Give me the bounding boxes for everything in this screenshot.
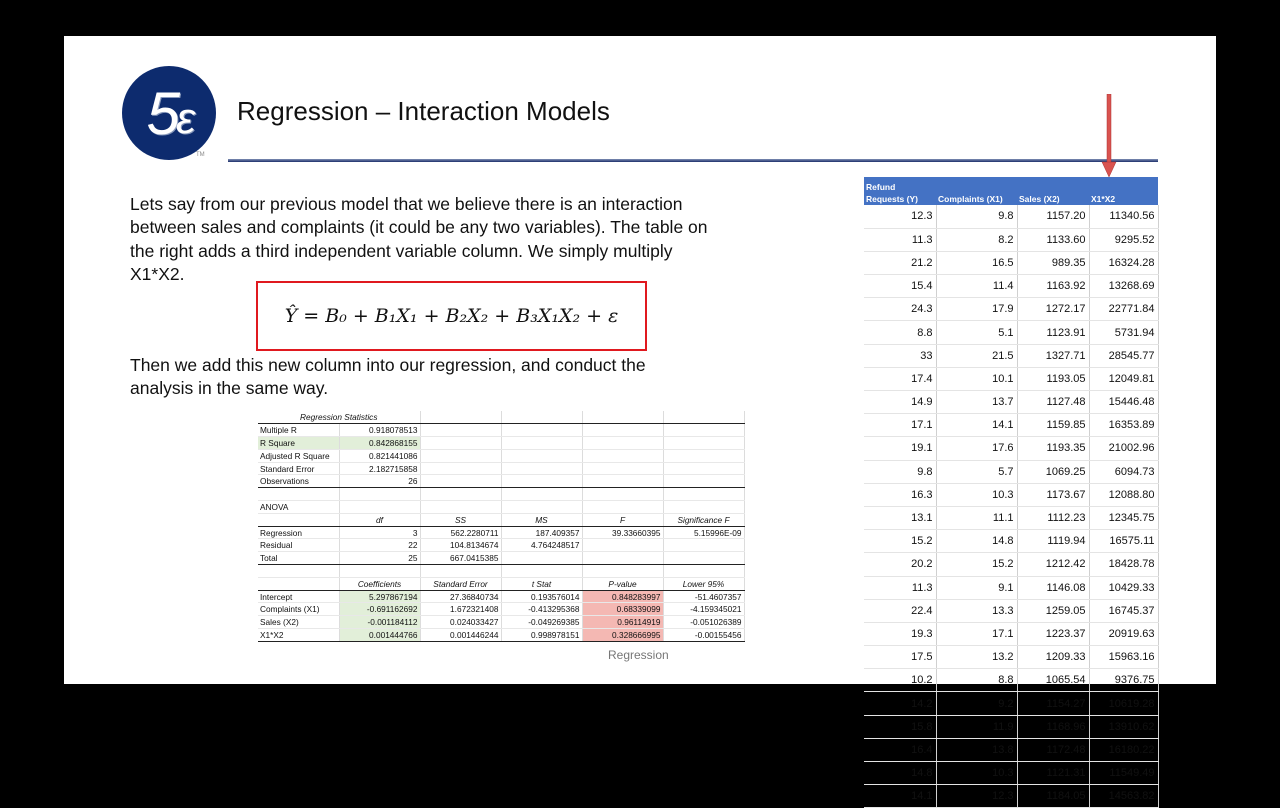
table-cell: 1163.92 [1017, 275, 1089, 298]
table-cell: 22771.84 [1089, 298, 1158, 321]
regression-cell: 1.672321408 [420, 603, 501, 616]
regression-cell: 667.0415385 [420, 552, 501, 565]
table-cell: 14563.82 [1089, 785, 1158, 808]
table-cell: 11.3 [864, 576, 936, 599]
table-row [864, 414, 1158, 437]
table-cell: 1069.25 [1017, 460, 1089, 483]
table-cell: 11.1 [936, 506, 1017, 529]
regression-cell [501, 552, 582, 565]
regression-cell: 25 [339, 552, 420, 565]
table-cell: 17.4 [864, 367, 936, 390]
regression-row [258, 552, 744, 565]
regression-cell: R Square [258, 437, 339, 450]
table-row [864, 576, 1158, 599]
regression-cell [420, 501, 501, 514]
table-cell: 1259.05 [1017, 599, 1089, 622]
regression-cell [420, 449, 501, 462]
table-cell: 28545.77 [1089, 344, 1158, 367]
regression-cell: -51.4607357 [663, 590, 744, 603]
regression-cell: 5.15996E-09 [663, 526, 744, 539]
table-row [864, 275, 1158, 298]
regression-row [258, 462, 744, 475]
regression-cell: 0.328666995 [582, 629, 663, 642]
regression-cell [420, 475, 501, 488]
regression-row [258, 449, 744, 462]
regression-cell: SS [420, 513, 501, 526]
table-cell: 13.7 [936, 391, 1017, 414]
table-cell: 6094.73 [1089, 460, 1158, 483]
regression-cell [420, 488, 501, 501]
table-cell: 10.1 [936, 367, 1017, 390]
regression-cell [258, 577, 339, 590]
data-table [864, 177, 1159, 808]
table-row [864, 460, 1158, 483]
table-cell: 12049.81 [1089, 367, 1158, 390]
table-cell: 17.6 [936, 437, 1017, 460]
regression-cell: 27.36840734 [420, 590, 501, 603]
regression-cell [339, 488, 420, 501]
table-row [864, 228, 1158, 251]
table-cell: 15.8 [864, 715, 936, 738]
table-cell: 15.4 [864, 275, 936, 298]
table-cell: 11.4 [936, 275, 1017, 298]
regression-cell [582, 552, 663, 565]
down-arrow-icon [1101, 94, 1117, 178]
table-cell: 12.3 [936, 785, 1017, 808]
table-cell: 20919.63 [1089, 622, 1158, 645]
regression-cell [663, 475, 744, 488]
regression-cell: Significance F [663, 513, 744, 526]
regression-cell [663, 539, 744, 552]
table-cell: 10429.33 [1089, 576, 1158, 599]
regression-cell: 0.918078513 [339, 424, 420, 437]
table-cell: 5.7 [936, 460, 1017, 483]
regression-cell: Complaints (X1) [258, 603, 339, 616]
table-cell: 16745.37 [1089, 599, 1158, 622]
regression-cell [582, 411, 663, 424]
regression-cell [420, 411, 501, 424]
regression-cell [582, 539, 663, 552]
table-cell: 16324.28 [1089, 251, 1158, 274]
table-cell: 15446.48 [1089, 391, 1158, 414]
regression-cell [663, 565, 744, 578]
table-cell: 16180.22 [1089, 738, 1158, 761]
table-row [864, 321, 1158, 344]
regression-cell: Standard Error [420, 577, 501, 590]
table-cell: 11340.56 [1089, 205, 1158, 228]
table-cell: 13910.62 [1089, 715, 1158, 738]
regression-cell: 0.96114919 [582, 616, 663, 629]
table-cell: 1209.33 [1017, 646, 1089, 669]
table-row [864, 762, 1158, 785]
regression-cell [258, 488, 339, 501]
table-cell: 33 [864, 344, 936, 367]
table-cell: 13.2 [936, 646, 1017, 669]
table-row [864, 391, 1158, 414]
table-row [864, 715, 1158, 738]
regression-cell: MS [501, 513, 582, 526]
regression-cell [501, 565, 582, 578]
regression-cell [501, 475, 582, 488]
regression-cell: 0.842868155 [339, 437, 420, 450]
table-row [864, 506, 1158, 529]
regression-cell: 562.2280711 [420, 526, 501, 539]
table-cell: 21002.96 [1089, 437, 1158, 460]
table-cell: 16.4 [864, 738, 936, 761]
table-cell: 989.35 [1017, 251, 1089, 274]
regression-cell: 2.182715858 [339, 462, 420, 475]
table-cell: 1121.31 [1017, 762, 1089, 785]
table-cell: 8.2 [936, 228, 1017, 251]
regression-cell: 26 [339, 475, 420, 488]
regression-cell: 5.297867194 [339, 590, 420, 603]
regression-row [258, 565, 744, 578]
regression-cell [339, 565, 420, 578]
table-cell: 14.1 [936, 414, 1017, 437]
regression-cell: -0.049269385 [501, 616, 582, 629]
table-cell: 16.5 [936, 251, 1017, 274]
table-cell: 21.2 [864, 251, 936, 274]
regression-cell [501, 424, 582, 437]
regression-cell [663, 437, 744, 450]
table-cell: 11549.49 [1089, 762, 1158, 785]
table-cell: 1184.05 [1017, 785, 1089, 808]
table-cell: 1172.48 [1017, 738, 1089, 761]
regression-cell [582, 475, 663, 488]
regression-cell [420, 437, 501, 450]
regression-cell [420, 565, 501, 578]
regression-cell: F [582, 513, 663, 526]
table-cell: 9.1 [936, 576, 1017, 599]
table-cell: 14.1 [864, 785, 936, 808]
regression-row [258, 539, 744, 552]
regression-cell [663, 411, 744, 424]
table-cell: 1146.08 [1017, 576, 1089, 599]
table-cell: 9.8 [864, 460, 936, 483]
table-row [864, 692, 1158, 715]
regression-cell: Sales (X2) [258, 616, 339, 629]
regression-cell [339, 501, 420, 514]
regression-row [258, 501, 744, 514]
column-header: Sales (X2) [1017, 177, 1089, 205]
regression-cell: -0.00155456 [663, 629, 744, 642]
table-cell: 9.2 [936, 692, 1017, 715]
regression-cell [582, 565, 663, 578]
table-cell: 1272.17 [1017, 298, 1089, 321]
table-cell: 1127.48 [1017, 391, 1089, 414]
regression-cell [582, 424, 663, 437]
table-cell: 17.1 [864, 414, 936, 437]
table-cell: 15.2 [864, 530, 936, 553]
table-cell: 12345.75 [1089, 506, 1158, 529]
regression-cell [663, 501, 744, 514]
regression-cell: Residual [258, 539, 339, 552]
regression-cell: Multiple R [258, 424, 339, 437]
regression-cell: 0.024033427 [420, 616, 501, 629]
table-cell: 16353.89 [1089, 414, 1158, 437]
table-cell: 10.3 [936, 483, 1017, 506]
regression-cell: Lower 95% [663, 577, 744, 590]
regression-cell: ANOVA [258, 501, 339, 514]
table-cell: 1112.23 [1017, 506, 1089, 529]
regression-row [258, 424, 744, 437]
regression-cell: 0.001444766 [339, 629, 420, 642]
regression-cell [663, 449, 744, 462]
regression-cell: 0.998978151 [501, 629, 582, 642]
table-row [864, 298, 1158, 321]
table-cell: 14.8 [864, 762, 936, 785]
regression-cell: P-value [582, 577, 663, 590]
regression-cell: 0.821441086 [339, 449, 420, 462]
regression-cell [258, 565, 339, 578]
table-cell: 1119.94 [1017, 530, 1089, 553]
regression-cell [258, 513, 339, 526]
regression-cell: 0.68339099 [582, 603, 663, 616]
table-row [864, 530, 1158, 553]
regression-cell: Coefficients [339, 577, 420, 590]
table-cell: 10.2 [864, 669, 936, 692]
regression-cell: 0.193576014 [501, 590, 582, 603]
regression-cell [501, 411, 582, 424]
regression-cell [663, 488, 744, 501]
regression-caption: Regression [608, 648, 669, 662]
regression-cell: 22 [339, 539, 420, 552]
table-row [864, 437, 1158, 460]
regression-cell [501, 488, 582, 501]
table-cell: 14.8 [936, 530, 1017, 553]
regression-cell: -0.413295368 [501, 603, 582, 616]
table-row [864, 669, 1158, 692]
table-cell: 9.8 [936, 205, 1017, 228]
table-cell: 14.9 [864, 391, 936, 414]
regression-cell: Observations [258, 475, 339, 488]
table-cell: 1154.27 [1017, 692, 1089, 715]
table-cell: 21.5 [936, 344, 1017, 367]
column-header: Complaints (X1) [936, 177, 1017, 205]
table-cell: 19.1 [864, 437, 936, 460]
regression-cell: 4.764248517 [501, 539, 582, 552]
table-cell: 22.4 [864, 599, 936, 622]
table-cell: 12088.80 [1089, 483, 1158, 506]
regression-row [258, 629, 744, 642]
regression-cell: 3 [339, 526, 420, 539]
regression-row [258, 437, 744, 450]
regression-cell [663, 424, 744, 437]
table-row [864, 553, 1158, 576]
regression-cell [582, 488, 663, 501]
regression-cell [501, 437, 582, 450]
column-header: Refund Requests (Y) [864, 177, 936, 205]
table-cell: 1223.37 [1017, 622, 1089, 645]
regression-row [258, 526, 744, 539]
table-row [864, 599, 1158, 622]
table-row [864, 483, 1158, 506]
regression-cell [501, 462, 582, 475]
table-cell: 17.1 [936, 622, 1017, 645]
table-cell: 10.3 [936, 762, 1017, 785]
slide-title: Regression – Interaction Models [237, 96, 610, 126]
followup-paragraph: Then we add this new column into our regression, and conduct the analysis in the same way. [130, 355, 646, 399]
table-cell: 17.9 [936, 298, 1017, 321]
column-header: X1*X2 [1089, 177, 1158, 205]
table-cell: 1193.05 [1017, 367, 1089, 390]
table-cell: 17.5 [864, 646, 936, 669]
table-row [864, 738, 1158, 761]
regression-row [258, 616, 744, 629]
intro-paragraph: Lets say from our previous model that we believe there is an interaction between sales and complaints (it could be any two variables). The table on the right adds a third independent variable column. We simply multiply X1*X2. [130, 194, 708, 284]
regression-cell [501, 501, 582, 514]
regression-row [258, 475, 744, 488]
regression-output-table [258, 411, 745, 642]
regression-cell: Regression [258, 526, 339, 539]
regression-cell: -0.691162692 [339, 603, 420, 616]
table-cell: 13.3 [936, 599, 1017, 622]
regression-cell [582, 437, 663, 450]
table-cell: 14.2 [864, 692, 936, 715]
regression-cell: Intercept [258, 590, 339, 603]
table-row [864, 622, 1158, 645]
regression-cell: Total [258, 552, 339, 565]
table-cell: 13.8 [936, 738, 1017, 761]
regression-cell: Standard Error [258, 462, 339, 475]
regression-row [258, 603, 744, 616]
table-row [864, 205, 1158, 228]
table-cell: 1193.35 [1017, 437, 1089, 460]
formula: Ŷ = B₀ + B₁X₁ + B₂X₂ + B₃X₁X₂ + ε [284, 305, 619, 327]
table-cell: 24.3 [864, 298, 936, 321]
regression-cell: t Stat [501, 577, 582, 590]
table-cell: 9376.75 [1089, 669, 1158, 692]
regression-cell: 104.8134674 [420, 539, 501, 552]
title-divider [228, 159, 1158, 162]
regression-row [258, 411, 744, 424]
regression-cell: X1*X2 [258, 629, 339, 642]
regression-cell: 39.33660395 [582, 526, 663, 539]
table-cell: 18428.78 [1089, 553, 1158, 576]
table-cell: 1133.60 [1017, 228, 1089, 251]
regression-cell: Adjusted R Square [258, 449, 339, 462]
table-cell: 1212.42 [1017, 553, 1089, 576]
logo: 5 ε [122, 66, 216, 160]
table-row [864, 251, 1158, 274]
formula-box [256, 281, 647, 351]
table-cell: 1157.20 [1017, 205, 1089, 228]
regression-cell: 0.848283997 [582, 590, 663, 603]
regression-cell [501, 449, 582, 462]
table-cell: 10619.28 [1089, 692, 1158, 715]
regression-cell: 0.001446244 [420, 629, 501, 642]
regression-cell [663, 552, 744, 565]
table-cell: 11.9 [936, 715, 1017, 738]
regression-cell [582, 462, 663, 475]
table-cell: 1159.85 [1017, 414, 1089, 437]
table-row [864, 344, 1158, 367]
table-cell: 1065.54 [1017, 669, 1089, 692]
regression-cell: -0.001184112 [339, 616, 420, 629]
table-row [864, 646, 1158, 669]
table-cell: 8.8 [864, 321, 936, 344]
regression-cell: 187.409357 [501, 526, 582, 539]
regression-cell: df [339, 513, 420, 526]
table-cell: 19.3 [864, 622, 936, 645]
table-row [864, 367, 1158, 390]
table-cell: 11.3 [864, 228, 936, 251]
regression-cell: -4.159345021 [663, 603, 744, 616]
regression-row [258, 577, 744, 590]
table-cell: 9295.52 [1089, 228, 1158, 251]
table-cell: 1173.67 [1017, 483, 1089, 506]
table-cell: 13.1 [864, 506, 936, 529]
table-cell: 13268.69 [1089, 275, 1158, 298]
table-cell: 1327.71 [1017, 344, 1089, 367]
table-cell: 16575.11 [1089, 530, 1158, 553]
table-cell: 16.3 [864, 483, 936, 506]
table-cell: 5.1 [936, 321, 1017, 344]
table-cell: 20.2 [864, 553, 936, 576]
trademark: TM [196, 152, 205, 158]
regression-row [258, 513, 744, 526]
table-cell: 15963.16 [1089, 646, 1158, 669]
table-cell: 1168.96 [1017, 715, 1089, 738]
regression-cell: -0.051026389 [663, 616, 744, 629]
table-cell: 5731.94 [1089, 321, 1158, 344]
regression-cell [420, 424, 501, 437]
regression-cell [663, 462, 744, 475]
table-cell: 15.2 [936, 553, 1017, 576]
regression-row [258, 590, 744, 603]
regression-cell [420, 462, 501, 475]
table-cell: 1123.91 [1017, 321, 1089, 344]
table-row [864, 785, 1158, 808]
table-cell: 12.3 [864, 205, 936, 228]
table-cell: 8.8 [936, 669, 1017, 692]
regression-cell: Regression Statistics [258, 411, 420, 424]
regression-row [258, 488, 744, 501]
regression-cell [582, 449, 663, 462]
regression-cell [582, 501, 663, 514]
